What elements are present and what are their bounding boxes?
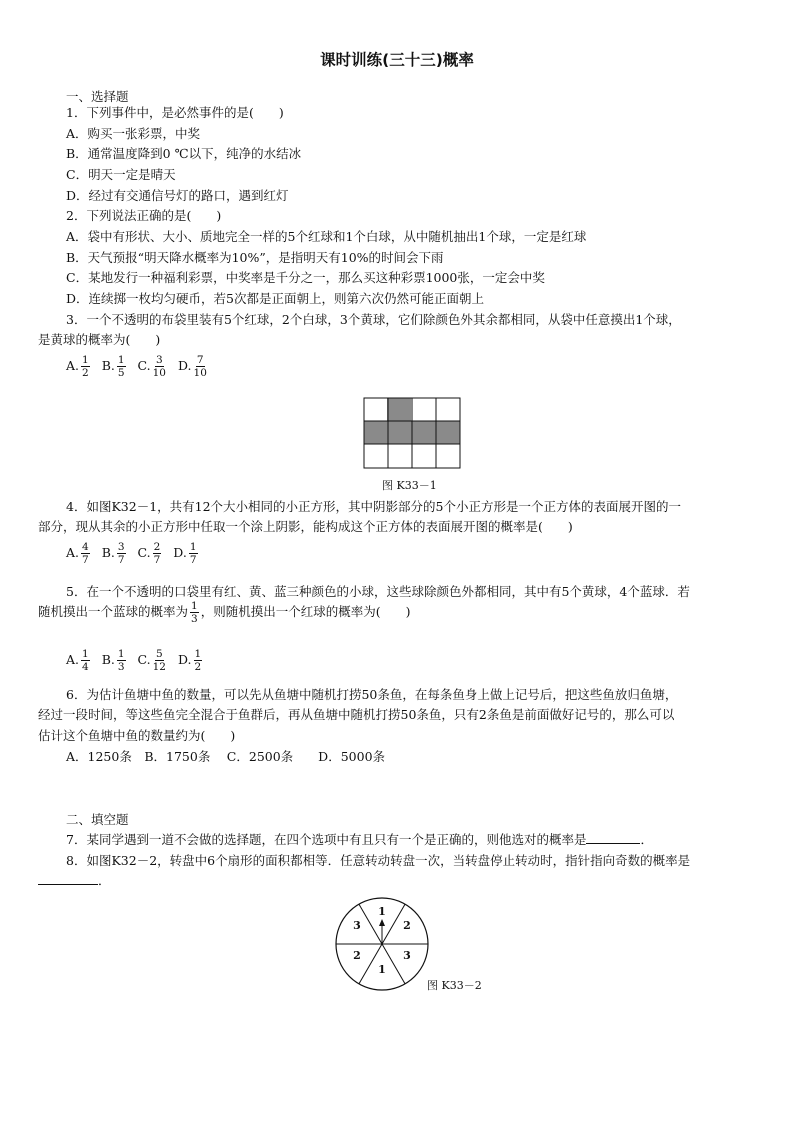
question-6-stem-line3: 估计这个鱼塘中鱼的数量约为( )	[38, 728, 236, 743]
question-2-option-a: A．袋中有形状、大小、质地完全一样的5个红球和1个白球，从中随机抽出1个球，一定是红球	[66, 229, 587, 244]
question-5-option-c: C. $\frac{5}{12}$	[137, 648, 166, 673]
spinner-label-lower-left: 2	[353, 949, 361, 962]
question-4-option-c: C. $\frac{2}{7}$	[137, 541, 161, 566]
question-6-options: A．1250条 B．1750条 C．2500条 D．5000条	[66, 749, 386, 764]
question-1-option-a: A．购买一张彩票，中奖	[66, 126, 201, 141]
question-2-option-b: B．天气预报“明天降水概率为10%”，是指明天有10%的时间会下雨	[66, 250, 444, 265]
question-3-option-a: A. $\frac{1}{2}$	[66, 354, 89, 379]
question-3-stem-line1: 3．一个不透明的布袋里装有5个红球，2个白球，3个黄球，它们除颜色外其余都相同，从袋中任意摸出1个球，	[66, 312, 681, 327]
question-2-option-d: D．连续掷一枚均匀硬币，若5次都是正面朝上，则第六次仍然可能正面朝上	[66, 291, 484, 306]
question-2-option-c: C．某地发行一种福利彩票，中奖率是千分之一，那么买这种彩票1000张，一定会中奖	[66, 270, 545, 285]
question-3-option-c: C. $\frac{3}{10}$	[137, 354, 166, 379]
question-4-option-b: B. $\frac{3}{7}$	[101, 541, 125, 566]
question-1-stem: 1．下列事件中，是必然事件的是( )	[66, 105, 284, 120]
spinner-figure	[332, 895, 432, 993]
question-5-stem-line1: 5．在一个不透明的口袋里有红、黄、蓝三种颜色的小球，这些球除颜色外都相同，其中有5个黄球，4个蓝球．若	[66, 584, 690, 599]
answer-blank-8[interactable]	[38, 872, 98, 885]
spinner-label-upper-right: 2	[403, 919, 411, 932]
question-4-option-d: D. $\frac{1}{7}$	[173, 541, 197, 566]
question-3-option-d: D. $\frac{7}{10}$	[177, 354, 207, 379]
spinner-label-lower-right: 3	[403, 949, 411, 962]
figure-1-caption: 图 K33－1	[382, 479, 437, 492]
question-5-option-d: D. $\frac{1}{2}$	[177, 648, 202, 673]
question-1-option-d: D．经过有交通信号灯的路口，遇到红灯	[66, 188, 289, 203]
question-6-stem-line1: 6．为估计鱼塘中鱼的数量，可以先从鱼塘中随机打捞50条鱼，在每条鱼身上做上记号后，把这些鱼放归鱼塘，	[66, 687, 678, 702]
question-3-option-b: B. $\frac{1}{5}$	[101, 354, 125, 379]
question-3-options	[66, 354, 215, 379]
spinner-label-top: 1	[378, 905, 386, 918]
question-3-stem-line2: 是黄球的概率为( )	[38, 332, 161, 347]
question-2-stem: 2．下列说法正确的是( )	[66, 208, 222, 223]
section-heading-fill: 二、填空题	[66, 812, 129, 827]
question-1-option-b: B．通常温度降到0 ℃以下，纯净的水结冰	[66, 146, 302, 161]
answer-blank-7[interactable]	[586, 831, 640, 844]
question-5-options	[66, 648, 210, 673]
spinner-label-upper-left: 3	[353, 919, 361, 932]
question-8-line2: ．	[38, 871, 111, 891]
shaded-square	[387, 398, 411, 421]
question-4-options	[66, 541, 206, 566]
question-6-stem-line2: 经过一段时间，等这些鱼完全混合于鱼群后，再从鱼塘中随机打捞50条鱼，只有2条鱼是前面做好记号的，那么可以	[38, 707, 675, 722]
spinner-label-bottom: 1	[378, 963, 386, 976]
cube-net-grid-figure	[363, 397, 461, 469]
question-4-stem-line2: 部分，现从其余的小正方形中任取一个涂上阴影，能构成这个正方体的表面展开图的概率是( )	[38, 519, 573, 534]
question-4-option-a: A. $\frac{4}{7}$	[66, 541, 89, 566]
question-5-stem-line2: 随机摸出一个蓝球的概率为 $\frac{1}{3}$ ，则随机摸出一个红球的概率为( )	[38, 600, 411, 625]
question-1-option-c: C．明天一定是晴天	[66, 167, 176, 182]
question-4-stem-line1: 4．如图K32－1，共有12个大小相同的小正方形，其中阴影部分的5个小正方形是一个正方体的表面展开图的一	[66, 499, 682, 514]
section-heading-choice: 一、选择题	[66, 89, 129, 104]
page-title: 课时训练(三十三)概率	[320, 51, 474, 69]
question-5-option-a: A. $\frac{1}{4}$	[66, 648, 89, 673]
question-8-line1: 8．如图K32－2，转盘中6个扇形的面积都相等．任意转动转盘一次，当转盘停止转动时，指针指向奇数的概率是	[66, 853, 691, 868]
question-7: 7．某同学遇到一道不会做的选择题，在四个选项中有且只有一个是正确的，则他选对的概率是 ．	[66, 832, 653, 847]
question-5-option-b: B. $\frac{1}{3}$	[101, 648, 125, 673]
figure-2-caption: 图 K33－2	[427, 979, 482, 992]
